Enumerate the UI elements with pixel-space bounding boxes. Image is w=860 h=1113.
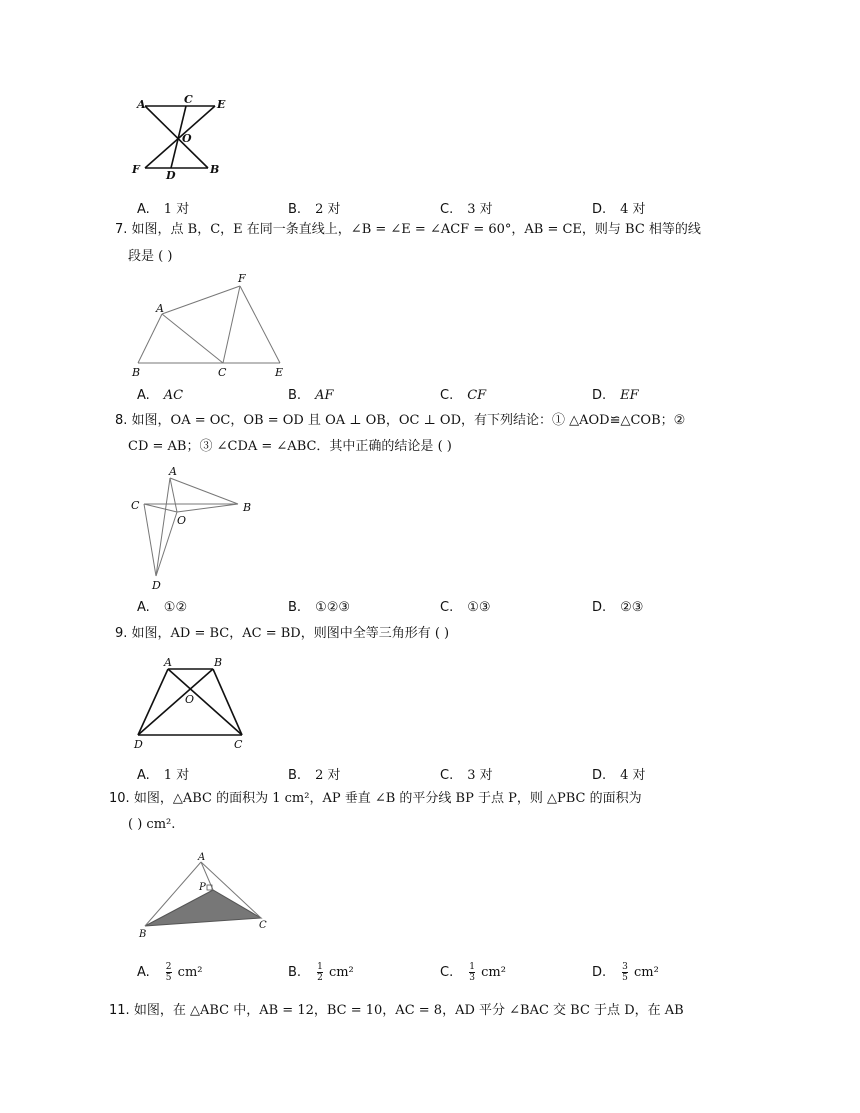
q9-figure bbox=[130, 655, 255, 750]
q10-stem-line1: 10. 如图，△ABC 的面积为 1 cm²，AP 垂直 ∠B 的平分线 BP 于点 P，则 △PBC 的面积为 bbox=[109, 791, 642, 806]
q10-option-b-fraction: $\frac{1}{2}$ bbox=[317, 962, 323, 983]
q10-stem-line2: ( ) cm². bbox=[128, 817, 176, 832]
q7-label-b: B bbox=[132, 366, 141, 379]
q10-label-p: P bbox=[199, 882, 206, 893]
q7-option-a[interactable]: A. AC bbox=[137, 388, 184, 403]
q6-label-e: E bbox=[217, 98, 226, 111]
q8-stem-line2: CD = AB；③ ∠CDA = ∠ABC．其中正确的结论是 ( ) bbox=[128, 439, 452, 454]
q8-option-c[interactable]: C. ①③ bbox=[440, 600, 491, 615]
q6-figure bbox=[130, 92, 230, 182]
q8-option-b[interactable]: B. ①②③ bbox=[288, 600, 351, 615]
q10-option-c[interactable]: C. $\frac{1}{3}$ cm² bbox=[440, 962, 506, 983]
q9-label-a: A bbox=[164, 656, 172, 669]
q9-option-c[interactable]: C. 3 对 bbox=[440, 768, 493, 783]
q7-label-e: E bbox=[275, 366, 284, 379]
q9-label-d: D bbox=[134, 738, 143, 750]
q7-option-b[interactable]: B. AF bbox=[288, 388, 334, 403]
q9-stem-line1: 9. 如图，AD = BC，AC = BD，则图中全等三角形有 ( ) bbox=[115, 626, 450, 641]
q6-label-a: A bbox=[137, 98, 146, 111]
q10-label-a: A bbox=[198, 852, 206, 863]
q10-label-b: B bbox=[139, 929, 147, 940]
q6-option-c[interactable]: C. 3 对 bbox=[440, 202, 493, 217]
q7-stem-line1: 7. 如图，点 B，C，E 在同一条直线上，∠B = ∠E = ∠ACF = 60°，AB = CE，则与 BC 相等的线 bbox=[115, 222, 701, 237]
q7-stem-line2: 段是 ( ) bbox=[128, 249, 173, 264]
q6-label-f: F bbox=[132, 163, 140, 176]
q6-label-o: O bbox=[182, 132, 192, 145]
q10-figure bbox=[135, 850, 275, 945]
q6-label-d: D bbox=[166, 169, 176, 182]
q8-label-o: O bbox=[177, 514, 187, 527]
q7-figure bbox=[130, 272, 295, 382]
q6-label-c: C bbox=[184, 93, 193, 106]
q10-option-b[interactable]: B. $\frac{1}{2}$ cm² bbox=[288, 962, 354, 983]
q9-label-b: B bbox=[214, 656, 223, 669]
q6-option-d[interactable]: D. 4 对 bbox=[592, 202, 646, 217]
q9-option-a[interactable]: A. 1 对 bbox=[137, 768, 190, 783]
q7-option-d[interactable]: D. EF bbox=[592, 388, 639, 403]
q6-label-b: B bbox=[210, 163, 220, 176]
q10-option-a-fraction: $\frac{2}{5}$ bbox=[165, 962, 172, 983]
q8-stem-line1: 8. 如图，OA = OC，OB = OD 且 OA ⊥ OB，OC ⊥ OD，有下列结论：① △AOD≌△COB；② bbox=[115, 413, 686, 428]
q6-option-a[interactable]: A. 1 对 bbox=[137, 202, 190, 217]
q8-figure bbox=[128, 464, 263, 594]
q8-option-a[interactable]: A. ①② bbox=[137, 600, 188, 615]
q10-option-c-fraction: $\frac{1}{3}$ bbox=[469, 962, 475, 983]
q8-label-d: D bbox=[152, 579, 161, 592]
q9-option-b[interactable]: B. 2 对 bbox=[288, 768, 341, 783]
q8-label-a: A bbox=[169, 465, 177, 478]
q7-label-c: C bbox=[218, 366, 227, 379]
q10-label-c: C bbox=[259, 920, 267, 931]
q8-label-b: B bbox=[243, 501, 252, 514]
q10-option-a[interactable]: A. $\frac{2}{5}$ cm² bbox=[137, 962, 203, 983]
q8-option-d[interactable]: D. ②③ bbox=[592, 600, 644, 615]
q9-option-d[interactable]: D. 4 对 bbox=[592, 768, 646, 783]
q7-label-f: F bbox=[238, 272, 246, 285]
q10-option-d[interactable]: D. $\frac{3}{5}$ cm² bbox=[592, 962, 659, 983]
q8-label-c: C bbox=[131, 499, 140, 512]
q7-option-c[interactable]: C. CF bbox=[440, 388, 487, 403]
q6-option-b[interactable]: B. 2 对 bbox=[288, 202, 341, 217]
q9-label-c: C bbox=[234, 738, 243, 750]
q10-option-d-fraction: $\frac{3}{5}$ bbox=[622, 962, 628, 983]
q11-stem-line1: 11. 如图，在 △ABC 中，AB = 12，BC = 10，AC = 8，AD 平分 ∠BAC 交 BC 于点 D，在 AB bbox=[109, 1003, 684, 1018]
q9-label-o: O bbox=[185, 693, 195, 706]
q7-label-a: A bbox=[156, 302, 164, 315]
